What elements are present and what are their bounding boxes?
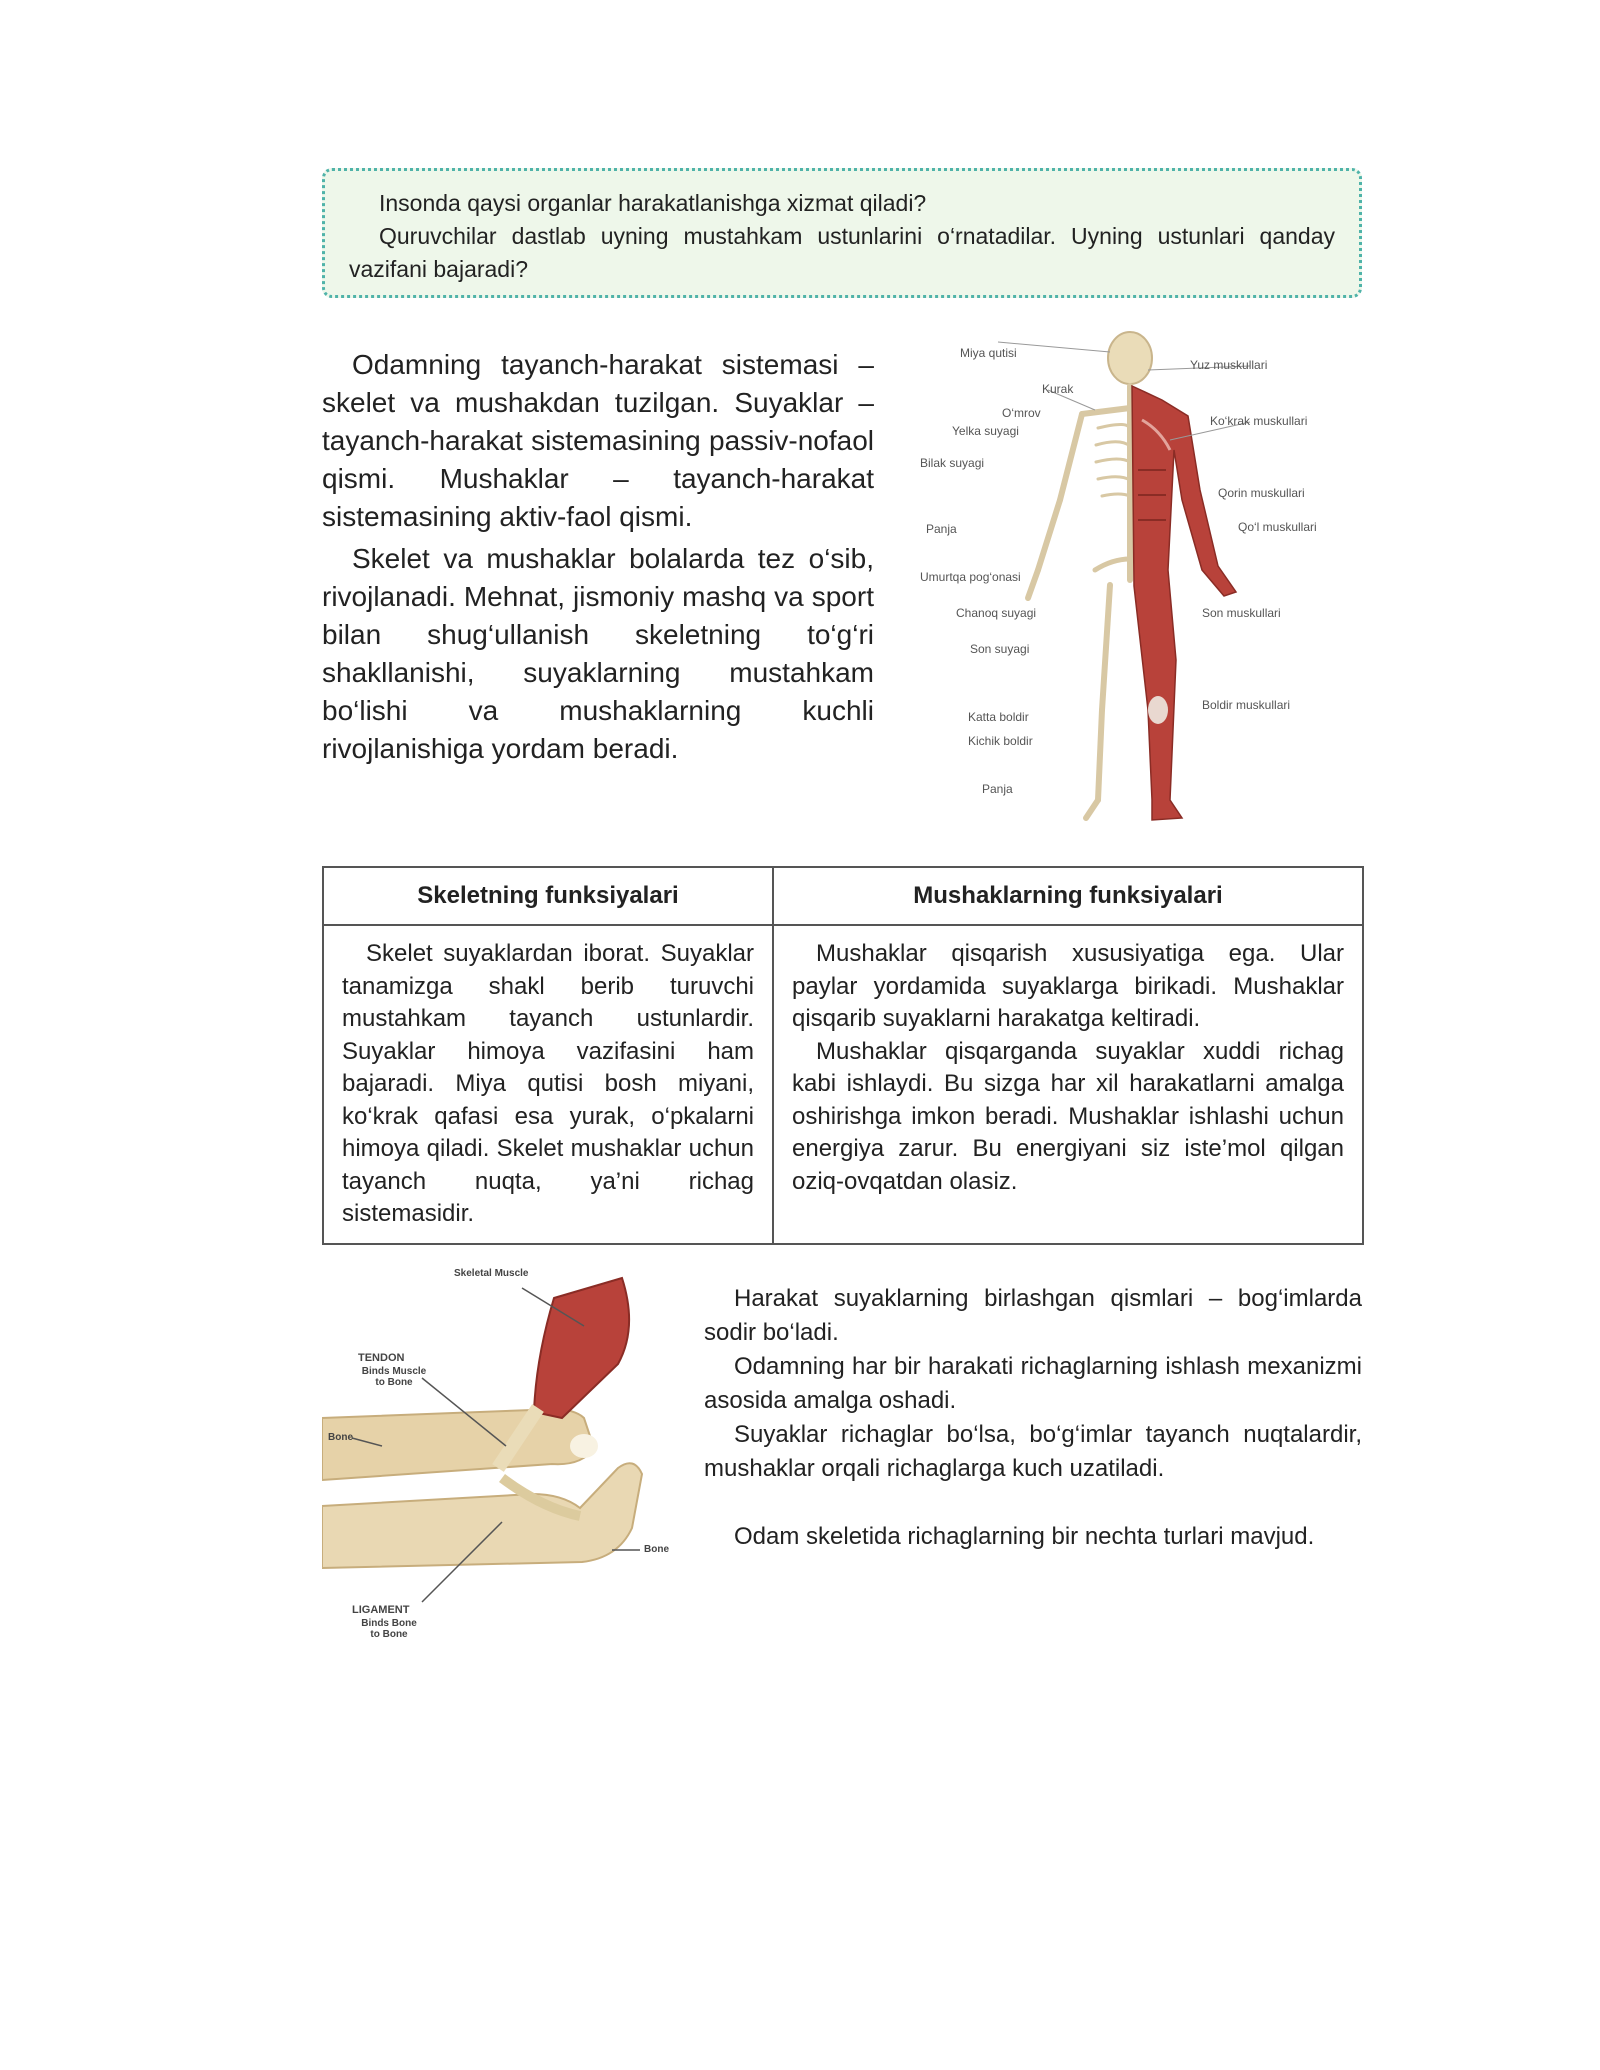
table-header-skeleton: Skeletning funksiyalari <box>323 867 773 925</box>
elbow-label-tendon: TENDON <box>358 1352 405 1364</box>
anatomy-label-face-muscles: Yuz muskullari <box>1190 358 1268 372</box>
intro-question-1: Insonda qaysi organlar harakatlanishga xizmat qiladi? <box>379 190 927 216</box>
anatomy-label-pelvis: Chanoq suyagi <box>956 606 1037 620</box>
anatomy-label-calf-muscles: Boldir muskullari <box>1202 698 1291 712</box>
anatomy-label-scapula: Kurak <box>1042 382 1074 396</box>
elbow-label-tendon-desc: Binds Muscle to Bone <box>361 1366 427 1388</box>
table-cell-muscles <box>773 925 1363 1244</box>
main-paragraph-2: Skelet va mushaklar bolalarda tez o‘sib, rivojlanadi. Mehnat, jismoniy mashq va sport bilan shug‘ullanish skeletning to‘g‘ri shakllanishi, suyaklarning mustahkam bo‘lishi va mushaklarning kuchli rivojlanishiga yordam beradi. <box>322 543 874 764</box>
anatomy-label-spine: Umurtqa pog‘onasi <box>920 570 1021 584</box>
lower-paragraph-1: Harakat suyaklarning birlashgan qismlari – bog‘imlarda sodir bo‘ladi. <box>704 1285 1362 1346</box>
elbow-label-bone-left: Bone <box>328 1432 353 1443</box>
lower-text <box>704 1282 1362 1554</box>
main-paragraph-1: Odamning tayanch-harakat sistemasi – skelet va mushakdan tuzilgan. Suyaklar – tayanch-harakat sistemasining passiv-nofaol qismi. Mushaklar – tayanch-harakat sistemasining aktiv-faol qismi. <box>322 349 874 532</box>
anatomy-label-clavicle: O‘mrov <box>1002 406 1041 420</box>
anatomy-label-arm-muscles: Qo‘l muskullari <box>1238 520 1317 534</box>
elbow-label-bone-right: Bone <box>644 1544 669 1555</box>
lower-paragraph-2: Odamning har bir harakati richaglarning ishlash mexanizmi asosida amalga oshadi. <box>704 1353 1362 1414</box>
skeleton-functions-text: Skelet suyaklardan iborat. Suyaklar tanamizga shakl berib turuvchi mustahkam tayanch ustunlardir. Suyaklar himoya vazifasini ham bajaradi. Miya qutisi bosh miyani, ko‘krak qafasi esa yurak, o‘pkalarni himoya qiladi. Skelet mushaklar uchun tayanch nuqta, ya’ni richag sistemasidir. <box>342 940 754 1227</box>
elbow-label-ligament-desc: Binds Bone to Bone <box>361 1618 417 1640</box>
anatomy-label-forearm: Bilak suyagi <box>920 456 985 470</box>
anatomy-label-thigh-muscles: Son muskullari <box>1202 606 1281 620</box>
intro-question-2: Quruvchilar dastlab uyning mustahkam ustunlarini o‘rnatadilar. Uyning ustunlari qanday vazifani bajaradi? <box>349 223 1335 282</box>
elbow-figure <box>322 1268 682 1658</box>
anatomy-figure <box>920 330 1360 830</box>
table-header-muscles: Mushaklarning funksiyalari <box>773 867 1363 925</box>
elbow-illustration <box>322 1268 682 1658</box>
anatomy-label-foot: Panja <box>982 782 1013 796</box>
intro-question-box <box>322 168 1362 298</box>
anatomy-label-abdominal-muscles: Qorin muskullari <box>1218 486 1305 500</box>
elbow-label-muscle: Skeletal Muscle <box>454 1268 529 1279</box>
lower-paragraph-3: Suyaklar richaglar bo‘lsa, bo‘g‘imlar tayanch nuqtalardir, mushaklar orqali richaglarga kuch uzatiladi. <box>704 1421 1362 1482</box>
anatomy-label-fibula: Kichik boldir <box>968 734 1033 748</box>
anatomy-label-humerus: Yelka suyagi <box>952 424 1019 438</box>
anatomy-label-tibia: Katta boldir <box>968 710 1029 724</box>
lower-paragraph-4: Odam skeletida richaglarning bir nechta turlari mavjud. <box>734 1523 1315 1550</box>
elbow-label-ligament: LIGAMENT <box>352 1604 410 1616</box>
functions-table <box>322 866 1364 1245</box>
muscle-functions-text-1: Mushaklar qisqarish xususiyatiga ega. Ular paylar yordamida suyaklarga birikadi. Mushaklar qisqarib suyaklarni harakatga keltiradi. <box>792 940 1344 1032</box>
anatomy-label-hand: Panja <box>926 522 957 536</box>
muscle-functions-text-2: Mushaklar qisqarganda suyaklar xuddi richag kabi ishlaydi. Bu sizga har xil harakatlarni amalga oshirishga imkon beradi. Mushaklar ishlashi uchun energiya zarur. Bu energiyani siz iste’mol qilgan oziq-ovqatdan olasiz. <box>792 1037 1344 1195</box>
anatomy-label-femur: Son suyagi <box>970 642 1030 656</box>
anatomy-label-chest-muscles: Ko‘krak muskullari <box>1210 414 1308 428</box>
table-cell-skeleton <box>323 925 773 1244</box>
anatomy-label-skull: Miya qutisi <box>960 346 1017 360</box>
main-text <box>322 346 874 772</box>
